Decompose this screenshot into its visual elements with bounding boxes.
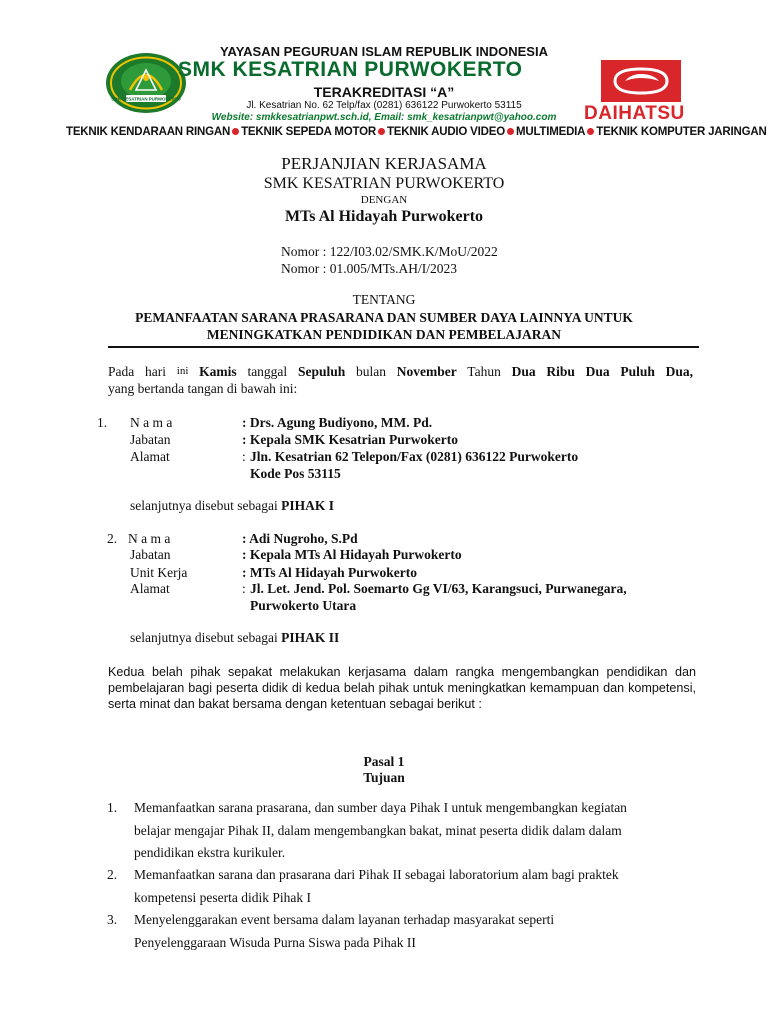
designation-value: PIHAK II <box>281 630 340 645</box>
article-heading: Pasal 1 <box>363 754 405 769</box>
name-label: N a m a <box>128 531 171 546</box>
intro-month: November <box>396 364 457 379</box>
document-number-first: Nomor : 122/I03.02/SMK.K/MoU/2022 <box>281 244 498 259</box>
list-item-line: Menyelenggarakan event bersama dalam layanan terhadap masyarakat seperti <box>134 912 555 927</box>
school-name: SMK KESATRIAN PURWOKERTO <box>178 58 523 81</box>
intro-word: Pada hari <box>108 364 166 379</box>
designation-value: PIHAK I <box>281 498 334 513</box>
party-name: : Adi Nugroho, S.Pd <box>242 531 358 546</box>
intro-word: ini <box>176 365 189 377</box>
daihatsu-logo <box>601 60 681 102</box>
party-designation <box>130 498 334 514</box>
party-address: Jln. Kesatrian 62 Telepon/Fax (0281) 636122 Purwokerto <box>250 449 579 464</box>
intro-year: Dua Ribu Dua Puluh Dua, <box>511 364 694 379</box>
party-position: : Kepala SMK Kesatrian Purwokerto <box>242 432 458 447</box>
intro-line-2: yang bertanda tangan di bawah ini: <box>108 381 298 396</box>
intro-word: Tahun <box>467 364 501 379</box>
designation-prefix: selanjutnya disebut sebagai <box>130 498 282 513</box>
party-unit: : MTs Al Hidayah Purwokerto <box>242 565 418 580</box>
logo-text: SMK KESATRIAN PURWOKERTO <box>111 96 181 102</box>
article-title: Tujuan <box>363 770 405 785</box>
brand-name: DAIHATSU <box>584 103 685 124</box>
designation-prefix: selanjutnya disebut sebagai <box>130 630 282 645</box>
list-item-line: kompetensi peserta didik Pihak I <box>134 890 311 905</box>
name-label: N a m a <box>130 415 173 430</box>
list-item-line: belajar mengajar Pihak II, dalam mengembangkan bakat, minat peserta didik dalam dalam <box>134 823 622 838</box>
party-address: Purwokerto Utara <box>250 598 357 613</box>
party-name: : Drs. Agung Budiyono, MM. Pd. <box>242 415 433 430</box>
list-item-line: Penyelenggaraan Wisuda Purna Siswa pada Pihak II <box>134 935 416 950</box>
list-item-line: Memanfaatkan sarana prasarana, dan sumber daya Pihak I untuk mengembangkan kegiatan <box>134 800 627 815</box>
divider <box>108 346 699 348</box>
bullet-icon <box>232 128 239 135</box>
party-designation <box>130 630 339 646</box>
bullet-icon <box>507 128 514 135</box>
intro-word: tanggal <box>247 364 288 379</box>
email-link[interactable]: smk_kesatrianpwt@yahoo.com <box>407 112 557 123</box>
program-item: TEKNIK SEPEDA MOTOR <box>241 126 376 138</box>
program-item: MULTIMEDIA <box>515 126 586 138</box>
address-colon: : <box>242 581 246 596</box>
list-item-number: 2. <box>107 867 118 882</box>
address-colon: : <box>242 449 246 464</box>
program-item: TEKNIK KOMPUTER JARINGAN <box>596 126 767 138</box>
bullet-icon <box>378 128 385 135</box>
bullet-icon <box>587 128 594 135</box>
list-item-number: 3. <box>107 912 118 927</box>
intro-line <box>108 364 693 380</box>
position-label: Jabatan <box>130 547 171 562</box>
party-address: Kode Pos 53115 <box>250 466 341 481</box>
program-item: TEKNIK AUDIO VIDEO <box>386 126 505 138</box>
list-item-line: pendidikan ekstra kurikuler. <box>134 845 286 860</box>
program-list <box>66 126 767 138</box>
party-position: : Kepala MTs Al Hidayah Purwokerto <box>242 547 462 562</box>
address-label: Alamat <box>130 581 170 596</box>
email-prefix: , Email: <box>368 112 408 123</box>
agreement-paragraph: Kedua belah pihak sepakat melakukan kerjasama dalam rangka mengembangkan pendidikan dan pembelajaran bagi peserta didik di kedua belah pihak untuk meningkatkan kemampuan dan kompetensi, serta minat dan bakat bersama dengan ketentuan sebagai berikut : <box>108 665 696 711</box>
program-item: TEKNIK KENDARAAN RINGAN <box>66 126 231 138</box>
website-link[interactable]: smkkesatrianpwt.sch.id <box>255 112 369 123</box>
subject-line: MENINGKATKAN PENDIDIKAN DAN PEMBELAJARAN <box>206 327 562 342</box>
list-item-number: 1. <box>107 800 118 815</box>
document-party-first: SMK KESATRIAN PURWOKERTO <box>263 175 505 192</box>
document-title: PERJANJIAN KERJASAMA <box>281 154 487 173</box>
list-item-line: Memanfaatkan sarana dan prasarana dari Pihak II sebagai laboratorium alam bagi praktek <box>134 867 619 882</box>
foundation-name: YAYASAN PEGURUAN ISLAM REPUBLIK INDONESIA <box>220 44 548 59</box>
subject-label: TENTANG <box>352 292 416 307</box>
accreditation: TERAKREDITASI “A” <box>313 84 455 100</box>
intro-word: bulan <box>356 364 387 379</box>
subject-line: PEMANFAATAN SARANA PRASARANA DAN SUMBER DAYA LAINNYA UNTUK <box>135 310 633 325</box>
document-connector: DENGAN <box>360 194 408 206</box>
school-address: Jl. Kesatrian No. 62 Telp/fax (0281) 636122 Purwokerto 53115 <box>246 100 522 111</box>
intro-date: Sepuluh <box>297 364 346 379</box>
party-number: 1. <box>97 415 108 430</box>
unit-label: Unit Kerja <box>130 565 188 580</box>
party-number: 2. <box>107 531 118 546</box>
intro-day: Kamis <box>199 364 237 379</box>
document-party-second: MTs Al Hidayah Purwokerto <box>284 208 484 225</box>
party-address: Jl. Let. Jend. Pol. Soemarto Gg VI/63, Karangsuci, Purwanegara, <box>250 581 627 596</box>
website-prefix: Website: <box>211 112 256 123</box>
document-number-second: Nomor : 01.005/MTs.AH/I/2023 <box>281 261 458 276</box>
address-label: Alamat <box>130 449 170 464</box>
position-label: Jabatan <box>130 432 171 447</box>
